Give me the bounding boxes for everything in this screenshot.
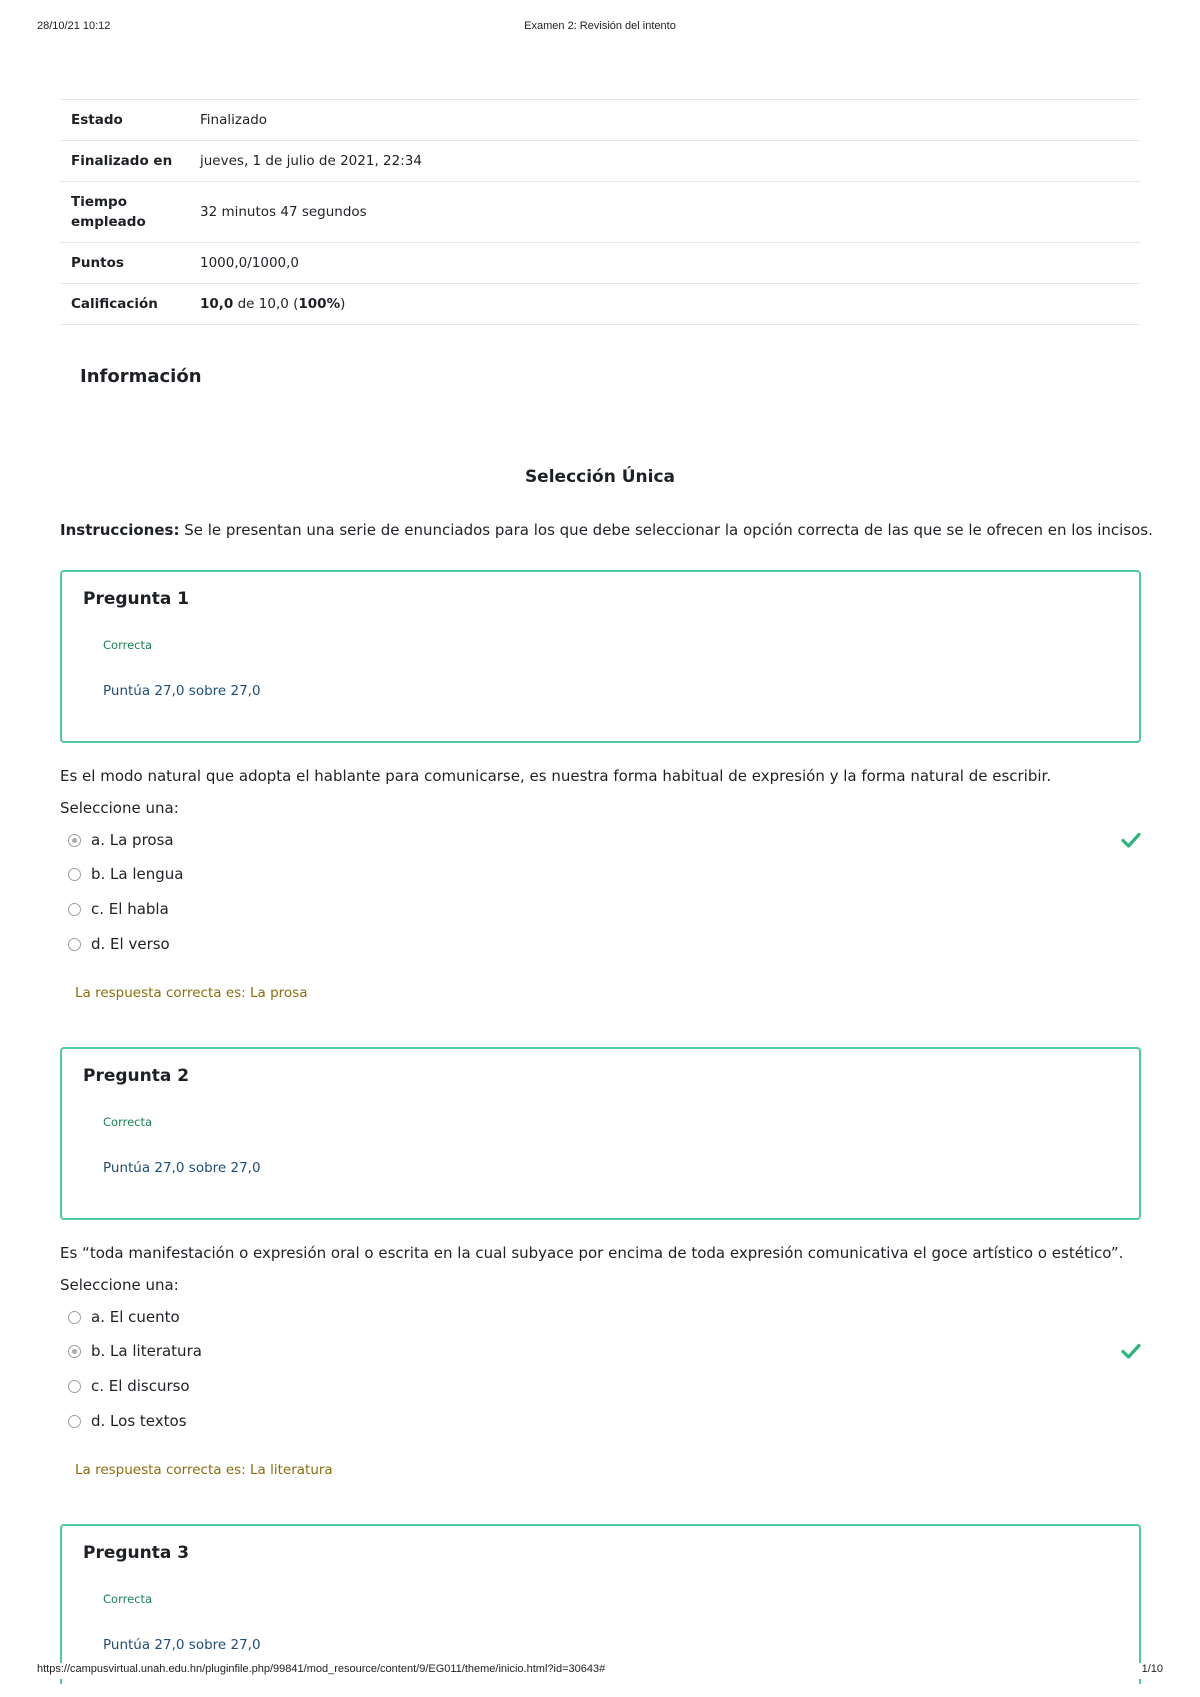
answer-prompt: Seleccione una:: [60, 1276, 179, 1294]
question-grade: Puntúa 27,0 sobre 27,0: [103, 1160, 261, 1176]
question-title: Pregunta 3: [83, 1543, 190, 1563]
question-text: Es el modo natural que adopta el hablante para comunicarse, es nuestra forma habitual de expresión y la forma natural de escribir.: [60, 767, 1052, 785]
answer-option[interactable]: [68, 829, 174, 851]
question-state: Correcta: [103, 1592, 153, 1606]
grade-value: 10,0: [200, 296, 234, 312]
answer-option[interactable]: [68, 898, 169, 920]
print-url: https://campusvirtual.unah.edu.hn/pluginfile.php/99841/mod_resource/content/9/EG011/theme/inicio.html?id=30643#: [37, 1663, 606, 1675]
section-title: Selección Única: [524, 467, 676, 487]
summary-row-estado: [60, 100, 1140, 141]
option-label: b. La literatura: [91, 1342, 202, 1360]
instructions: [60, 520, 1170, 540]
option-label: d. Los textos: [91, 1412, 187, 1430]
correct-answer-feedback: La respuesta correcta es: La prosa: [75, 985, 308, 1001]
option-label: c. El habla: [91, 900, 169, 918]
summary-value: 32 minutos 47 segundos: [200, 204, 367, 220]
grade-end: ): [340, 296, 346, 312]
summary-row-finalizado: [60, 141, 1140, 182]
grade-mid: de 10,0 (: [233, 296, 299, 312]
question-text: Es “toda manifestación o expresión oral o escrita en la cual subyace por encima de toda expresión comunicativa el goce artístico o estético”.: [60, 1244, 1124, 1262]
correct-answer-feedback: La respuesta correcta es: La literatura: [75, 1462, 333, 1478]
option-label: a. El cuento: [91, 1308, 180, 1326]
summary-row-calificacion: [60, 284, 1140, 325]
summary-row-tiempo: [60, 182, 1140, 243]
question-info-box: [60, 1047, 1141, 1220]
radio-unselected[interactable]: [68, 938, 81, 951]
print-title: Examen 2: Revisión del intento: [524, 20, 676, 32]
check-icon: [1121, 830, 1141, 850]
answer-prompt: Seleccione una:: [60, 799, 179, 817]
page-number: 1/10: [1141, 1663, 1163, 1675]
radio-unselected[interactable]: [68, 903, 81, 916]
question-state: Correcta: [103, 638, 153, 652]
instructions-label: Instrucciones:: [60, 521, 180, 539]
question-grade: Puntúa 27,0 sobre 27,0: [103, 1637, 261, 1653]
radio-unselected[interactable]: [68, 1311, 81, 1324]
question-title: Pregunta 2: [83, 1066, 190, 1086]
answer-option[interactable]: [68, 1375, 190, 1397]
summary-label: Finalizado en: [71, 153, 173, 169]
answer-option[interactable]: [68, 1306, 180, 1328]
summary-label: Tiempo empleado: [71, 194, 146, 230]
question-title: Pregunta 1: [83, 589, 190, 609]
attempt-summary-table: [60, 99, 1140, 325]
summary-label: Estado: [71, 112, 123, 128]
summary-value: Finalizado: [200, 112, 268, 128]
answer-option[interactable]: [68, 933, 170, 955]
radio-unselected[interactable]: [68, 1380, 81, 1393]
question-grade: Puntúa 27,0 sobre 27,0: [103, 683, 261, 699]
option-label: a. La prosa: [91, 831, 174, 849]
radio-selected[interactable]: [68, 1345, 81, 1358]
option-label: d. El verso: [91, 935, 170, 953]
grade-percent: 100%: [298, 296, 341, 312]
summary-value: 1000,0/1000,0: [200, 255, 300, 271]
answer-option[interactable]: [68, 1340, 202, 1362]
print-header: [37, 20, 1163, 36]
radio-unselected[interactable]: [68, 1415, 81, 1428]
summary-label: Calificación: [71, 296, 158, 312]
check-icon: [1121, 1341, 1141, 1361]
option-label: b. La lengua: [91, 865, 184, 883]
radio-selected[interactable]: [68, 834, 81, 847]
summary-label: Puntos: [71, 255, 124, 271]
question-state: Correcta: [103, 1115, 153, 1129]
option-label: c. El discurso: [91, 1377, 190, 1395]
answer-option[interactable]: [68, 1410, 187, 1432]
question-info-box: [60, 570, 1141, 743]
radio-unselected[interactable]: [68, 868, 81, 881]
instructions-text: Se le presentan una serie de enunciados para los que debe seleccionar la opción correcta de las que se le ofrecen en los incisos.: [179, 521, 1153, 539]
print-footer: [37, 1663, 1163, 1679]
summary-value: [190, 284, 1140, 325]
info-heading: Información: [80, 366, 202, 387]
summary-row-puntos: [60, 243, 1140, 284]
summary-value: jueves, 1 de julio de 2021, 22:34: [200, 153, 422, 169]
print-date: 28/10/21 10:12: [37, 20, 111, 32]
answer-option[interactable]: [68, 863, 184, 885]
question-info-box: [60, 1524, 1141, 1684]
